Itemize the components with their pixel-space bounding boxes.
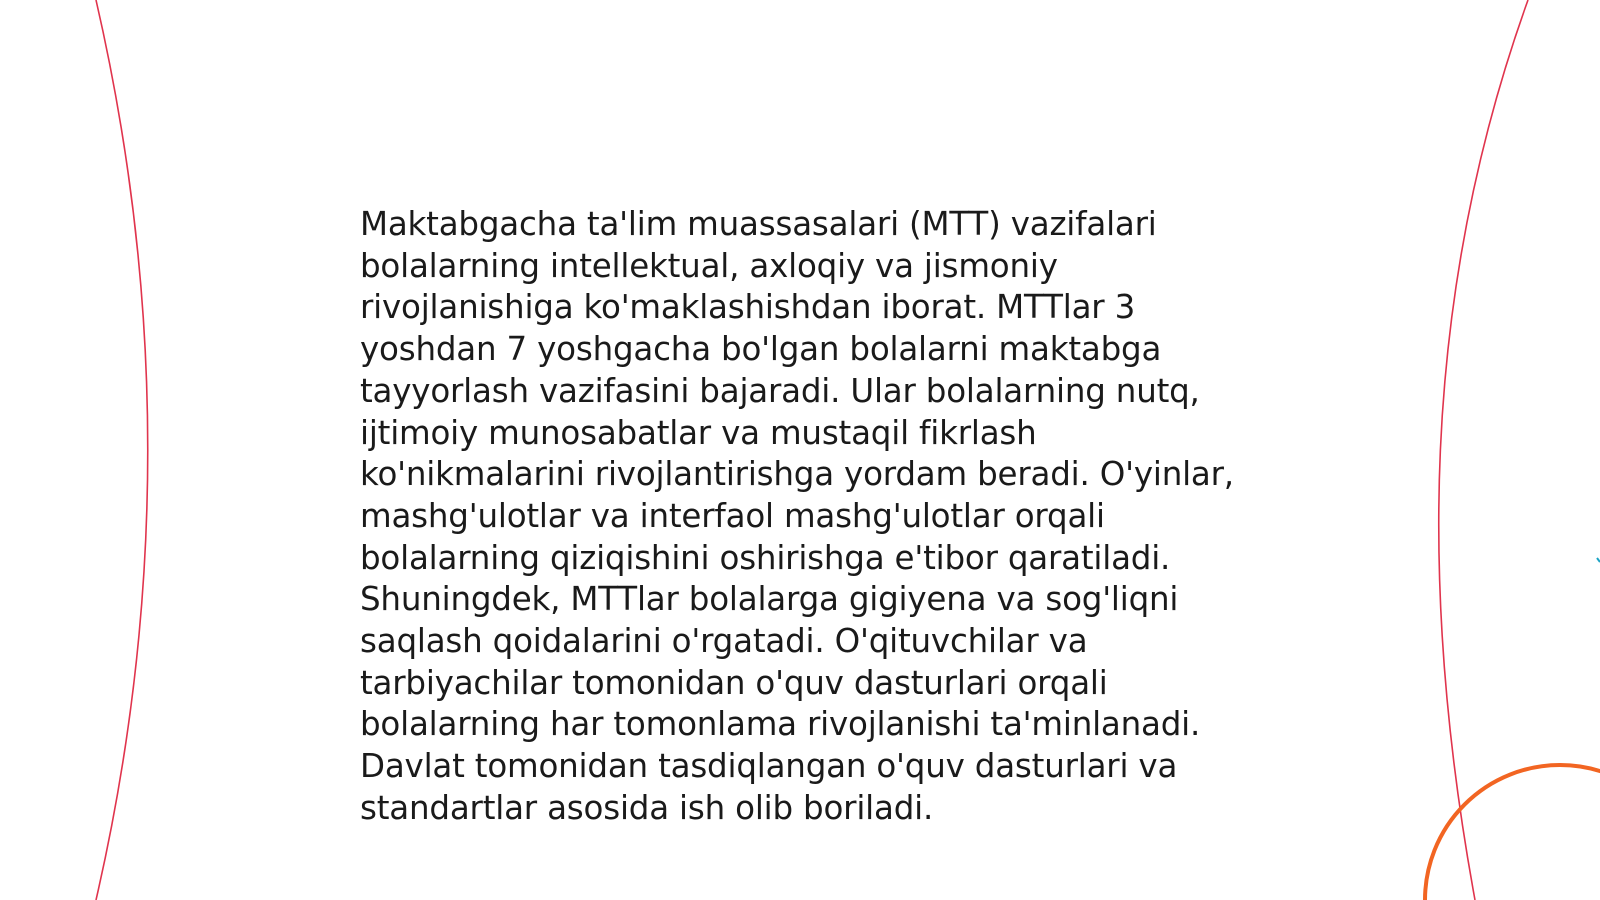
left-curve: [96, 0, 148, 900]
orange-arc: [1425, 765, 1600, 900]
body-paragraph: Maktabgacha ta'lim muassasalari (MTT) vazifalari bolalarning intellektual, axloqiy va jismoniy rivojlanishiga ko'maklashishdan iborat. MTTlar 3 yoshdan 7 yoshgacha bo'lgan bolalarni maktabga tayyorlash vazifasini bajaradi. Ular bolalarning nutq, ijtimoiy munosabatlar va mustaqil fikrlash ko'nikmalarini rivojlantirishga yordam beradi. O'yinlar, mashg'ulotlar va interfaol mashg'ulotlar orqali bolalarning qiziqishini oshirishga e'tibor qaratiladi. Shuningdek, MTTlar bolalarga gigiyena va sog'liqni saqlash qoidalarini o'rgatadi. O'qituvchilar va tarbiyachilar tomonidan o'quv dasturlari orqali bolalarning har tomonlama rivojlanishi ta'minlanadi. Davlat tomonidan tasdiqlangan o'quv dasturlari va standartlar asosida ish olib boriladi.: [360, 205, 1234, 827]
right-curve: [1439, 0, 1528, 900]
